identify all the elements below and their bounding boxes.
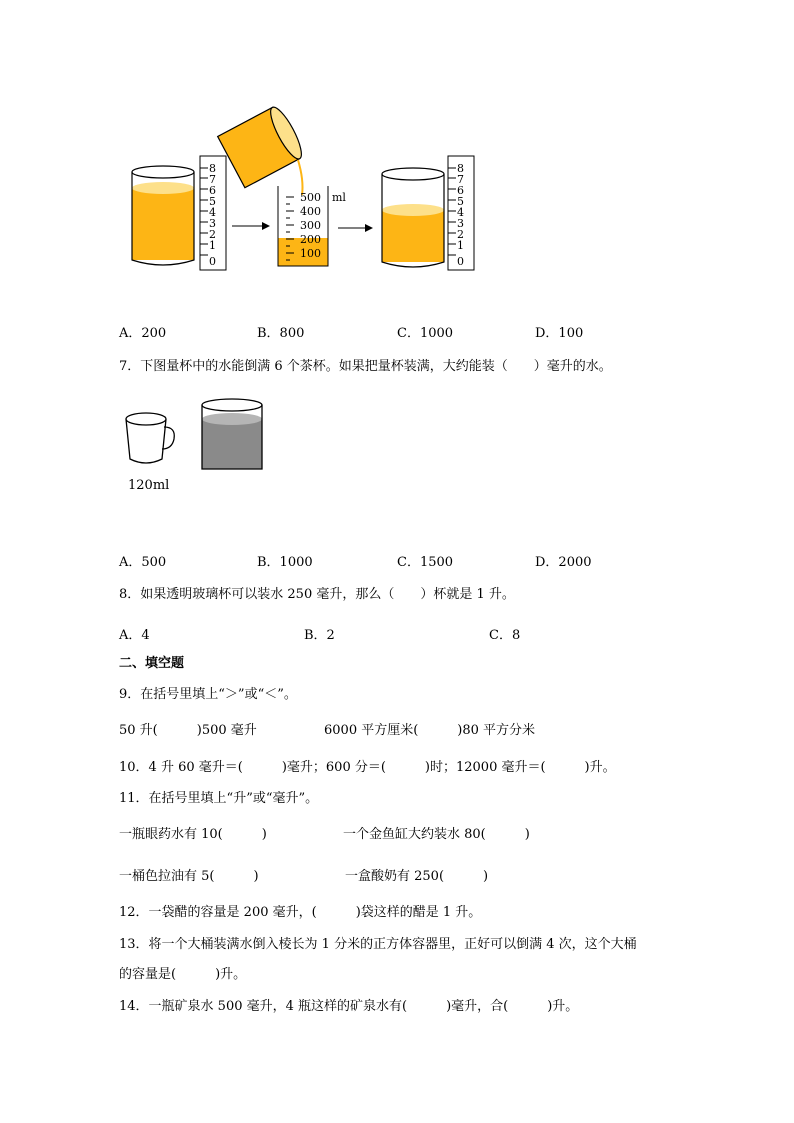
q8-option-c[interactable]: C．8	[489, 628, 521, 643]
cup-scale-label: 200	[300, 233, 321, 246]
scale-label: 0	[457, 255, 464, 268]
q11-item-d[interactable]: 一盒酸奶有 250( )	[345, 869, 489, 884]
arrow-right-icon	[232, 222, 270, 230]
scale-label: 8	[209, 162, 216, 175]
q6-option-b[interactable]: B．800	[257, 326, 305, 341]
section-title: 二、填空题	[119, 656, 185, 671]
q11-question: 11．在括号里填上“升”或“毫升”。	[119, 791, 319, 806]
q9-item-a[interactable]: 50 升( )500 毫升	[119, 723, 257, 738]
scale-label: 8	[457, 162, 464, 175]
scale-label: 4	[457, 206, 464, 219]
q7-cup-label: 120ml	[128, 478, 170, 493]
cup-scale-label: 400	[300, 205, 321, 218]
left-scale	[200, 156, 226, 270]
scale-label: 2	[457, 228, 464, 241]
q8-option-b[interactable]: B．2	[304, 628, 335, 643]
scale-label: 5	[457, 195, 464, 208]
cup-scale-label: 300	[300, 219, 321, 232]
scale-label: 6	[209, 184, 216, 197]
left-beaker	[132, 166, 194, 265]
q13-question-line2[interactable]: 的容量是( )升。	[119, 967, 247, 982]
pouring-diagram	[120, 100, 490, 280]
right-beaker	[382, 168, 444, 267]
scale-label: 6	[457, 184, 464, 197]
q7-figure	[118, 395, 278, 475]
right-scale	[448, 156, 474, 270]
q10-question[interactable]: 10．4 升 60 毫升＝( )毫升；600 分＝( )时；12000 毫升＝( )升。	[119, 760, 616, 775]
q7-option-a[interactable]: A．500	[119, 555, 167, 570]
q9-question: 9．在括号里填上“＞”或“＜”。	[119, 687, 297, 702]
q7-option-c[interactable]: C．1500	[397, 555, 454, 570]
q11-item-a[interactable]: 一瓶眼药水有 10( )	[119, 827, 267, 842]
scale-label: 0	[209, 255, 216, 268]
arrow-right-icon	[338, 224, 373, 232]
q8-question: 8．如果透明玻璃杯可以装水 250 毫升，那么（ ）杯就是 1 升。	[119, 587, 515, 602]
q6-option-c[interactable]: C．1000	[397, 326, 454, 341]
q13-question-line1: 13．将一个大桶装满水倒入棱长为 1 分米的正方体容器里，正好可以倒满 4 次，这个大桶	[119, 937, 637, 952]
cup-scale-label: 100	[300, 247, 321, 260]
scale-label: 1	[457, 239, 464, 252]
scale-label: 7	[457, 173, 464, 186]
scale-label: 5	[209, 195, 216, 208]
cup-scale-label: 500	[300, 191, 321, 204]
q8-option-a[interactable]: A．4	[119, 628, 150, 643]
measuring-cup	[278, 186, 346, 266]
scale-label: 2	[209, 228, 216, 241]
scale-label: 3	[209, 217, 216, 230]
scale-label: 3	[457, 217, 464, 230]
pouring-beaker	[218, 104, 307, 188]
pour-stream	[298, 160, 303, 195]
teacup-icon	[126, 413, 174, 463]
q11-item-c[interactable]: 一桶色拉油有 5( )	[119, 869, 259, 884]
scale-label: 1	[209, 239, 216, 252]
scale-label: 7	[209, 173, 216, 186]
q11-item-b[interactable]: 一个金鱼缸大约装水 80( )	[343, 827, 530, 842]
scale-label: 4	[209, 206, 216, 219]
q6-option-d[interactable]: D．100	[535, 326, 584, 341]
q7-option-d[interactable]: D．2000	[535, 555, 592, 570]
cup-unit: ml	[332, 191, 346, 204]
q7-question: 7．下图量杯中的水能倒满 6 个茶杯。如果把量杯装满，大约能装（ ）毫升的水。	[119, 359, 612, 374]
q14-question[interactable]: 14．一瓶矿泉水 500 毫升，4 瓶这样的矿泉水有( )毫升，合( )升。	[119, 999, 579, 1014]
gray-measuring-beaker	[202, 399, 262, 469]
q6-option-a[interactable]: A．200	[119, 326, 167, 341]
q7-option-b[interactable]: B．1000	[257, 555, 313, 570]
q12-question[interactable]: 12．一袋醋的容量是 200 毫升，( )袋这样的醋是 1 升。	[119, 905, 482, 920]
q9-item-b[interactable]: 6000 平方厘米( )80 平方分米	[324, 723, 536, 738]
